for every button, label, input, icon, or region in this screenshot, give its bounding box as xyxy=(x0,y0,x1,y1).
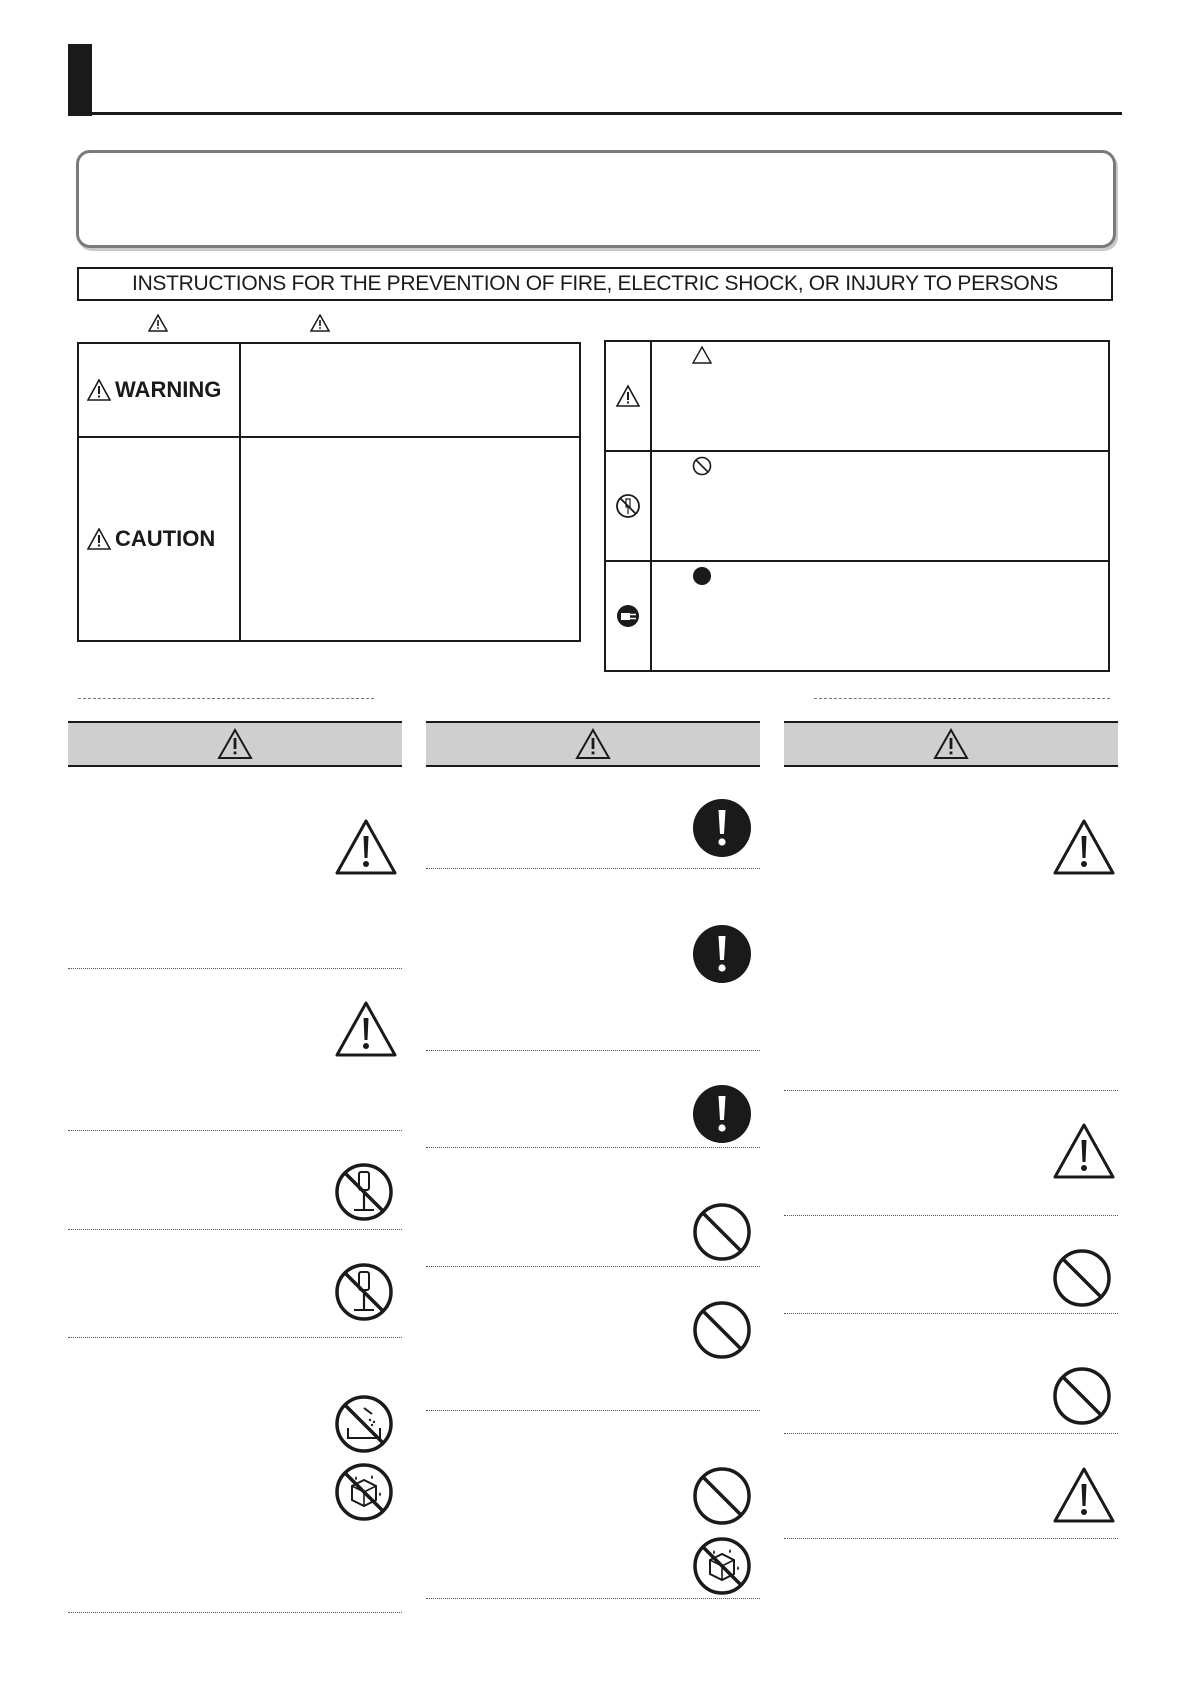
mandatory-icon xyxy=(692,566,712,586)
item-separator xyxy=(784,1538,1118,1539)
column-header-3 xyxy=(784,721,1118,767)
warning-triangle-icon xyxy=(575,728,611,760)
dashed-divider xyxy=(814,698,1110,699)
item-separator xyxy=(68,968,402,969)
caution-cell xyxy=(78,437,240,641)
item-separator xyxy=(68,1612,402,1613)
item-separator xyxy=(426,1410,760,1411)
warning-triangle-icon xyxy=(1052,1466,1116,1524)
caution-description xyxy=(240,437,580,641)
item-separator xyxy=(784,1090,1118,1091)
item-separator xyxy=(426,1266,760,1267)
column-header-1 xyxy=(68,721,402,767)
item-separator xyxy=(68,1130,402,1131)
section-marker xyxy=(68,44,92,116)
item-separator xyxy=(68,1337,402,1338)
item-separator xyxy=(784,1215,1118,1216)
prohibited-icon xyxy=(692,1202,752,1262)
definitions-table xyxy=(77,342,581,642)
symbols-table xyxy=(604,340,1110,672)
warning-triangle-icon xyxy=(1052,818,1116,876)
no-water-icon xyxy=(334,1394,394,1454)
warning-triangle-icon xyxy=(692,346,712,364)
warning-triangle-icon xyxy=(334,1000,398,1058)
prohibited-icon xyxy=(692,456,712,476)
no-wet-icon xyxy=(692,1536,752,1596)
no-disassemble-icon xyxy=(615,493,641,519)
header-rule xyxy=(68,112,1122,115)
item-separator xyxy=(784,1433,1118,1434)
item-separator xyxy=(784,1313,1118,1314)
no-disassemble-icon xyxy=(334,1262,394,1322)
warning-description xyxy=(240,343,580,437)
warning-triangle-icon xyxy=(87,379,111,401)
item-separator xyxy=(426,868,760,869)
warning-triangle-icon xyxy=(310,314,330,332)
no-wet-icon xyxy=(334,1462,394,1522)
caution-label: CAUTION xyxy=(115,526,216,551)
warning-triangle-icon xyxy=(217,728,253,760)
prohibited-icon xyxy=(692,1300,752,1360)
prohibited-icon xyxy=(1052,1366,1112,1426)
column-header-2 xyxy=(426,721,760,767)
warning-triangle-icon xyxy=(933,728,969,760)
unplug-icon xyxy=(615,603,641,629)
warning-triangle-icon xyxy=(148,314,168,332)
item-separator xyxy=(68,1229,402,1230)
warning-triangle-icon xyxy=(334,818,398,876)
prohibited-icon xyxy=(692,1466,752,1526)
instructions-banner: INSTRUCTIONS FOR THE PREVENTION OF FIRE, ELECTRIC SHOCK, OR INJURY TO PERSONS xyxy=(77,267,1113,301)
warning-label: WARNING xyxy=(115,377,222,402)
item-separator xyxy=(426,1147,760,1148)
mandatory-icon xyxy=(692,1084,752,1144)
dashed-divider xyxy=(78,698,374,699)
title-box xyxy=(76,150,1116,248)
item-separator xyxy=(426,1050,760,1051)
no-disassemble-icon xyxy=(334,1162,394,1222)
mandatory-icon xyxy=(692,924,752,984)
warning-cell xyxy=(78,343,240,437)
prohibited-icon xyxy=(1052,1248,1112,1308)
warning-triangle-icon xyxy=(1052,1122,1116,1180)
warning-triangle-icon xyxy=(87,528,111,550)
item-separator xyxy=(426,1598,760,1599)
warning-triangle-icon xyxy=(615,384,641,408)
mandatory-icon xyxy=(692,798,752,858)
